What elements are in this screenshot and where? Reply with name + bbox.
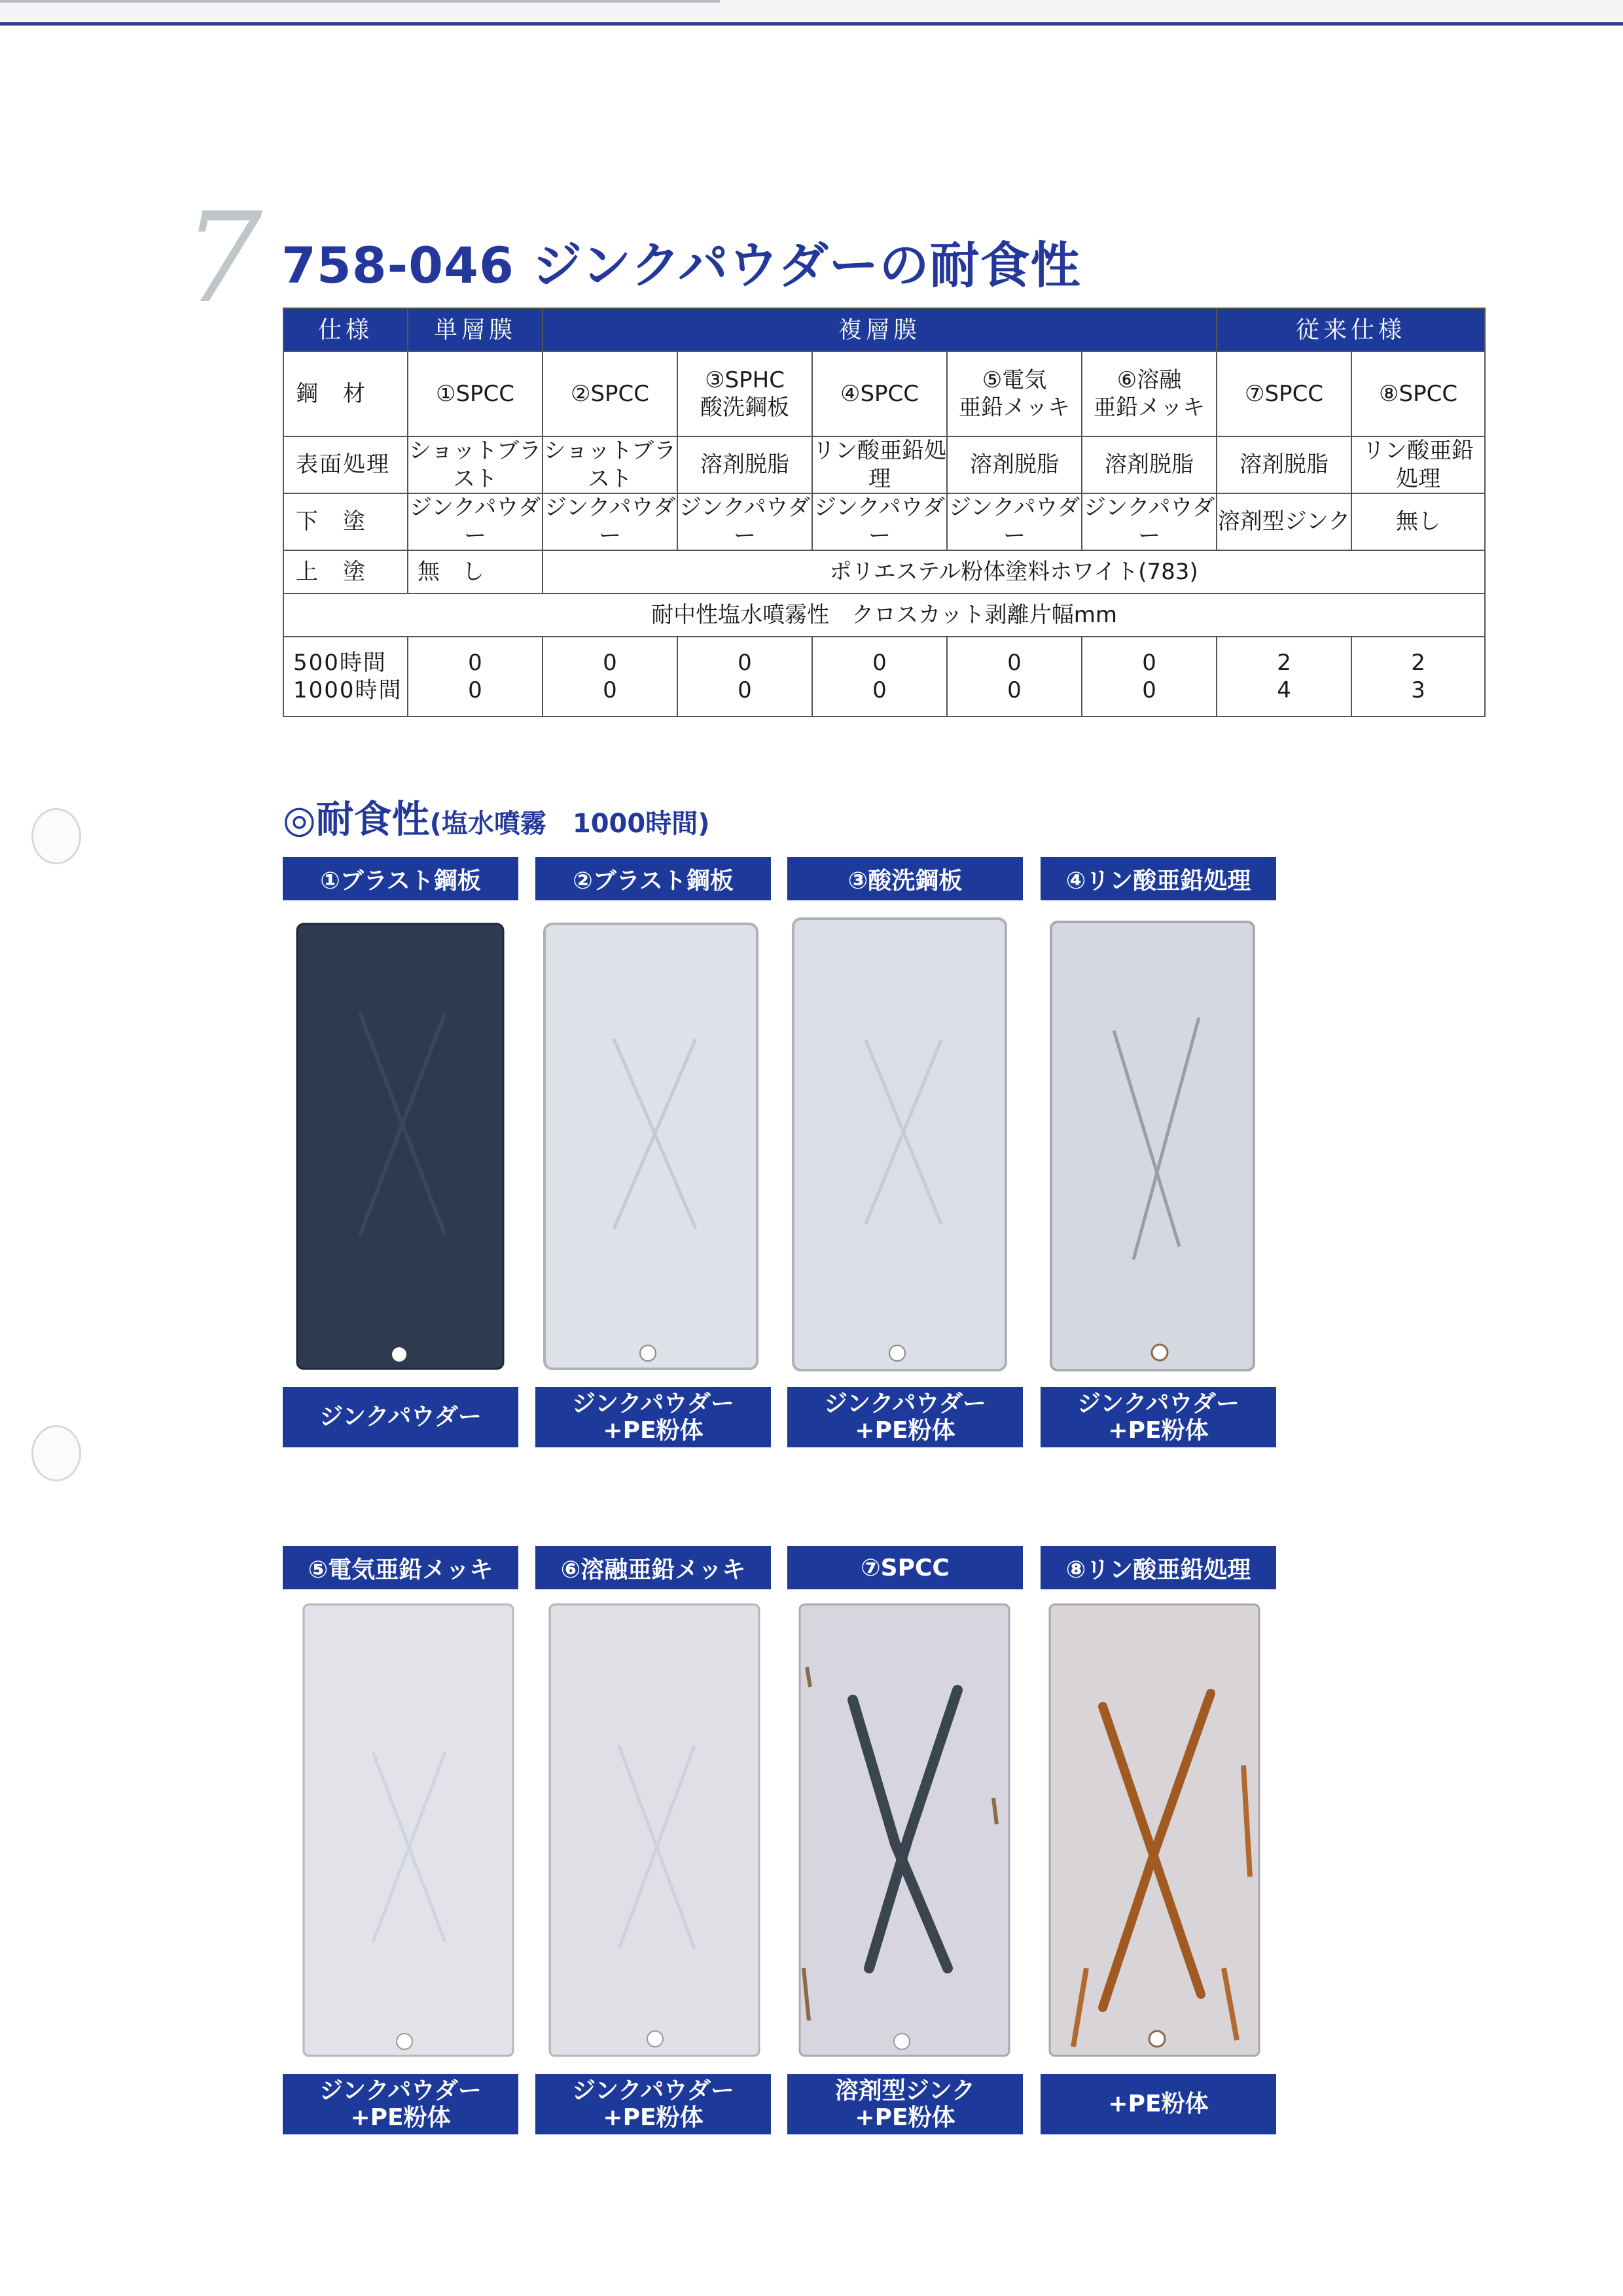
sample-plate-5 xyxy=(301,1602,517,2060)
result-500-2: 0 xyxy=(603,649,617,676)
result-cell-3 xyxy=(677,637,812,716)
panel-5-bottom-line1: ジンクパウダー xyxy=(319,2077,482,2104)
cell-surface-4: リン酸亜鉛処理 xyxy=(812,436,947,493)
section-title xyxy=(283,788,710,843)
sample-plate-3 xyxy=(791,916,1010,1374)
cell-surface-6: 溶剤脱脂 xyxy=(1082,436,1217,493)
result-cell-7 xyxy=(1217,637,1351,716)
cell-surface-8: リン酸亜鉛処理 xyxy=(1351,436,1485,493)
result-500-3: 0 xyxy=(738,649,752,676)
panel-3-bottom-line2: +PE粉体 xyxy=(855,1417,955,1444)
result-500-1: 0 xyxy=(468,649,482,676)
header-spec: 仕様 xyxy=(283,308,408,351)
cell-material-7: ⑦SPCC xyxy=(1217,351,1351,436)
result-cell-8 xyxy=(1351,637,1485,716)
cell-material-2: ②SPCC xyxy=(543,351,677,436)
cell-surface-3: 溶剤脱脂 xyxy=(677,436,812,493)
row-label-topcoat: 上 塗 xyxy=(283,550,408,593)
cell-topcoat-1: 無 し xyxy=(408,550,543,593)
sample-panel-1 xyxy=(294,921,507,1373)
panel-1-bottom-line1: ジンクパウダー xyxy=(319,1404,482,1431)
panel-1-bottom-label xyxy=(283,1387,518,1447)
result-cell-6 xyxy=(1082,637,1217,716)
cell-material-5-line1: ⑤電気 xyxy=(982,366,1047,393)
spec-table xyxy=(283,308,1486,717)
sample-panel-6 xyxy=(547,1602,763,2060)
section-title-sub: (塩水噴霧 1000時間) xyxy=(429,809,710,839)
header-single: 単層膜 xyxy=(408,308,543,351)
panel-6-bottom-label xyxy=(535,2074,771,2134)
panel-5-bottom-line2: +PE粉体 xyxy=(350,2104,451,2131)
result-1000-4: 0 xyxy=(872,677,887,703)
cell-undercoat-2: ジンクパウダー xyxy=(543,493,677,550)
sample-panel-3 xyxy=(791,916,1010,1374)
cell-material-6 xyxy=(1082,351,1217,436)
result-500-8: 2 xyxy=(1411,649,1425,676)
page-title: 758-046 ジンクパウダーの耐食性 xyxy=(281,236,1081,294)
result-cell-2 xyxy=(543,637,677,716)
cell-topcoat-span: ポリエステル粉体塗料ホワイト(783) xyxy=(543,550,1485,593)
panel-6-bottom-line1: ジンクパウダー xyxy=(572,2077,734,2104)
result-cell-1 xyxy=(408,637,543,716)
sample-panel-7 xyxy=(797,1602,1013,2060)
result-500-4: 0 xyxy=(872,649,887,676)
panel-1-top-label: ①ブラスト鋼板 xyxy=(283,857,518,900)
cell-undercoat-6: ジンクパウダー xyxy=(1082,493,1217,550)
panel-2-bottom-line1: ジンクパウダー xyxy=(572,1390,734,1417)
panel-7-bottom-line1: 溶剤型ジンク xyxy=(834,2077,976,2104)
row-label-results xyxy=(283,637,408,716)
header-multi: 複層膜 xyxy=(543,308,1217,351)
sample-plate-6 xyxy=(547,1602,763,2060)
cell-undercoat-8: 無し xyxy=(1351,493,1485,550)
cell-undercoat-3: ジンクパウダー xyxy=(677,493,812,550)
result-1000-2: 0 xyxy=(603,677,617,703)
result-500-7: 2 xyxy=(1277,649,1291,676)
punch-hole-upper xyxy=(31,808,81,864)
cell-material-6-line1: ⑥溶融 xyxy=(1116,366,1182,393)
panel-7-top-label: ⑦SPCC xyxy=(787,1546,1023,1589)
cell-material-5 xyxy=(947,351,1082,436)
panel-2-bottom-label xyxy=(535,1387,771,1447)
result-1000-3: 0 xyxy=(738,677,752,703)
result-500-6: 0 xyxy=(1142,649,1156,676)
row-label-undercoat: 下 塗 xyxy=(283,493,408,550)
punch-hole-lower xyxy=(31,1425,81,1481)
cell-undercoat-7: 溶剤型ジンク xyxy=(1217,493,1351,550)
sample-plate-4 xyxy=(1048,919,1258,1374)
cell-surface-1: ショットブラスト xyxy=(408,436,543,493)
section-title-main: ◎耐食性 xyxy=(283,797,430,841)
result-1000-5: 0 xyxy=(1007,677,1022,703)
cell-material-6-line2: 亜鉛メッキ xyxy=(1094,395,1205,421)
sample-plate-2 xyxy=(542,921,761,1373)
panel-2-bottom-line2: +PE粉体 xyxy=(603,1417,704,1444)
label-1000h: 1000時間 xyxy=(293,677,402,703)
cell-material-5-line2: 亜鉛メッキ xyxy=(959,395,1070,421)
cell-surface-5: 溶剤脱脂 xyxy=(947,436,1082,493)
result-1000-8: 3 xyxy=(1411,677,1425,703)
row-label-surface: 表面処理 xyxy=(283,436,408,493)
panel-3-top-label: ③酸洗鋼板 xyxy=(787,857,1023,900)
panel-4-bottom-label xyxy=(1041,1387,1276,1447)
sample-plate-8 xyxy=(1047,1602,1263,2060)
cell-undercoat-5: ジンクパウダー xyxy=(947,493,1082,550)
cell-material-3-line2: 酸洗鋼板 xyxy=(700,395,789,421)
result-cell-5 xyxy=(947,637,1082,716)
cell-undercoat-4: ジンクパウダー xyxy=(812,493,947,550)
panel-5-top-label: ⑤電気亜鉛メッキ xyxy=(283,1546,518,1589)
panel-2-top-label: ②ブラスト鋼板 xyxy=(535,857,771,900)
panel-7-bottom-label xyxy=(787,2074,1023,2134)
panel-4-bottom-line2: +PE粉体 xyxy=(1108,1417,1209,1444)
label-500h: 500時間 xyxy=(293,649,387,676)
panel-3-bottom-line1: ジンクパウダー xyxy=(824,1390,986,1417)
panel-7-bottom-line2: +PE粉体 xyxy=(855,2104,955,2131)
page-number: 7 xyxy=(183,186,262,330)
result-cell-4 xyxy=(812,637,947,716)
sample-plate-7 xyxy=(797,1602,1013,2060)
sample-plate-1 xyxy=(294,921,507,1373)
panel-6-bottom-line2: +PE粉体 xyxy=(603,2104,704,2131)
panel-4-top-label: ④リン酸亜鉛処理 xyxy=(1041,857,1276,900)
sample-panel-2 xyxy=(542,921,761,1373)
row-label-material: 鋼 材 xyxy=(283,351,408,436)
cell-surface-7: 溶剤脱脂 xyxy=(1217,436,1351,493)
cell-material-8: ⑧SPCC xyxy=(1351,351,1485,436)
result-1000-6: 0 xyxy=(1142,677,1156,703)
cell-material-1: ①SPCC xyxy=(408,351,543,436)
cell-material-3-line1: ③SPHC xyxy=(705,366,785,393)
header-conventional: 従来仕様 xyxy=(1217,308,1485,351)
result-1000-7: 4 xyxy=(1277,677,1291,703)
cell-undercoat-1: ジンクパウダー xyxy=(408,493,543,550)
sample-panel-4 xyxy=(1048,919,1258,1374)
result-1000-1: 0 xyxy=(468,677,482,703)
panel-8-bottom-line1: +PE粉体 xyxy=(1108,2091,1209,2118)
cell-material-3 xyxy=(677,351,812,436)
test-caption: 耐中性塩水噴霧性 クロスカット剥離片幅mm xyxy=(283,593,1485,637)
panel-4-bottom-line1: ジンクパウダー xyxy=(1077,1390,1240,1417)
panel-8-top-label: ⑧リン酸亜鉛処理 xyxy=(1041,1546,1276,1589)
sample-panel-8 xyxy=(1047,1602,1263,2060)
panel-8-bottom-label xyxy=(1041,2074,1276,2134)
result-500-5: 0 xyxy=(1007,649,1022,676)
panel-6-top-label: ⑥溶融亜鉛メッキ xyxy=(535,1546,771,1589)
panel-3-bottom-label xyxy=(787,1387,1023,1447)
cell-surface-2: ショットブラスト xyxy=(543,436,677,493)
top-rule xyxy=(0,0,1623,26)
panel-5-bottom-label xyxy=(283,2074,518,2134)
sample-panel-5 xyxy=(301,1602,517,2060)
cell-material-4: ④SPCC xyxy=(812,351,947,436)
